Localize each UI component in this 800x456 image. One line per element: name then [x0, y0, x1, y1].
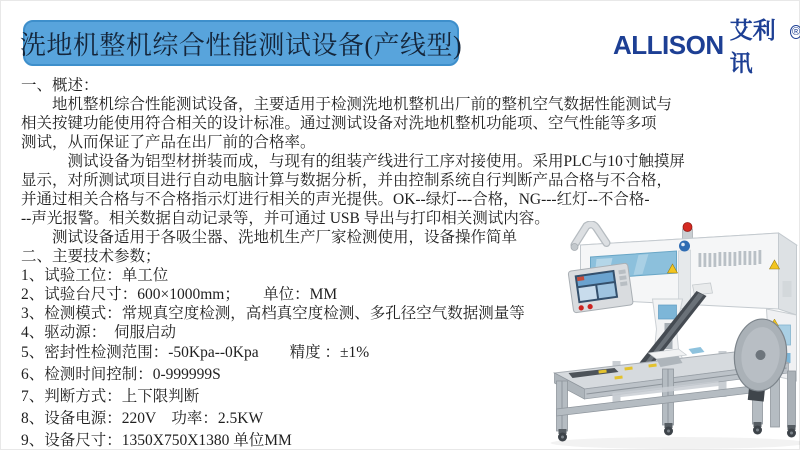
spec-line: 8、设备电源：220V 功率：2.5KW: [21, 408, 793, 430]
text-line: --声光报警。相关数据自动记录等，并可通过 USB 导出与打印相关测试内容。: [21, 209, 793, 228]
logo-text-latin: ALLISON: [613, 30, 724, 61]
title-banner: [23, 20, 459, 66]
text-line: 测试设备适用于各吸尘器、洗地机生产厂家检测使用，设备操作简单: [21, 228, 793, 247]
spec-line: 7、判断方式：上下限判断: [21, 386, 793, 408]
text-line: 地机整机综合性能测试设备，主要适用于检测洗地机整机出厂前的整机空气数据性能测试与: [21, 95, 793, 114]
spec-line: 1、试验工位：单工位: [21, 266, 793, 285]
logo-text-cjk: 艾利讯: [730, 12, 787, 78]
registered-trademark-icon: ®: [790, 25, 800, 39]
page-title: 洗地机整机综合性能测试设备(产线型): [20, 25, 462, 62]
section-heading-parameters: 二、主要技术参数；: [21, 247, 793, 266]
spec-line: 2、试验台尺寸：600×1000mm； 单位：MM: [21, 285, 793, 304]
text-line: 相关按键功能使用符合相关的设计标准。通过测试设备对洗地机整机功能项、空气性能等多项: [21, 114, 793, 133]
spec-line: 5、密封性检测范围：-50Kpa--0Kpa 精度 ：±1%: [21, 342, 793, 364]
text-line: 显示，对所测试项目进行自动电脑计算与数据分析，并由控制系统自行判断产品合格与不合格，: [21, 171, 793, 190]
spec-line: 9、设备尺寸：1350X750X1380 单位MM: [21, 430, 793, 452]
brand-roundel: [679, 241, 690, 252]
machine-illustration: [528, 221, 800, 451]
text-line: 测试，从而保证了产品在出厂前的合格率。: [21, 133, 793, 152]
machine-photo: [528, 221, 800, 451]
text-line: 并通过相关合格与不合格指示灯进行相关的声光提供。OK--绿灯---合格，NG---红灯--不合格-: [21, 190, 793, 209]
spec-line: 4、驱动源： 伺服启动: [21, 323, 793, 342]
section-heading-overview: 一、概述：: [21, 76, 793, 95]
text-line: 测试设备为铝型材拼装而成，与现有的组装产线进行工序对接使用。采用PLC与10寸触摸屏: [21, 152, 793, 171]
hmi-touch-panel: [568, 263, 633, 313]
spec-line: 3、检测模式：常规真空度检测，高档真空度检测、多孔径空气数据测量等: [21, 304, 793, 323]
brand-logo: [613, 27, 799, 63]
spec-line: 6、检测时间控制：0-999999S: [21, 364, 793, 386]
